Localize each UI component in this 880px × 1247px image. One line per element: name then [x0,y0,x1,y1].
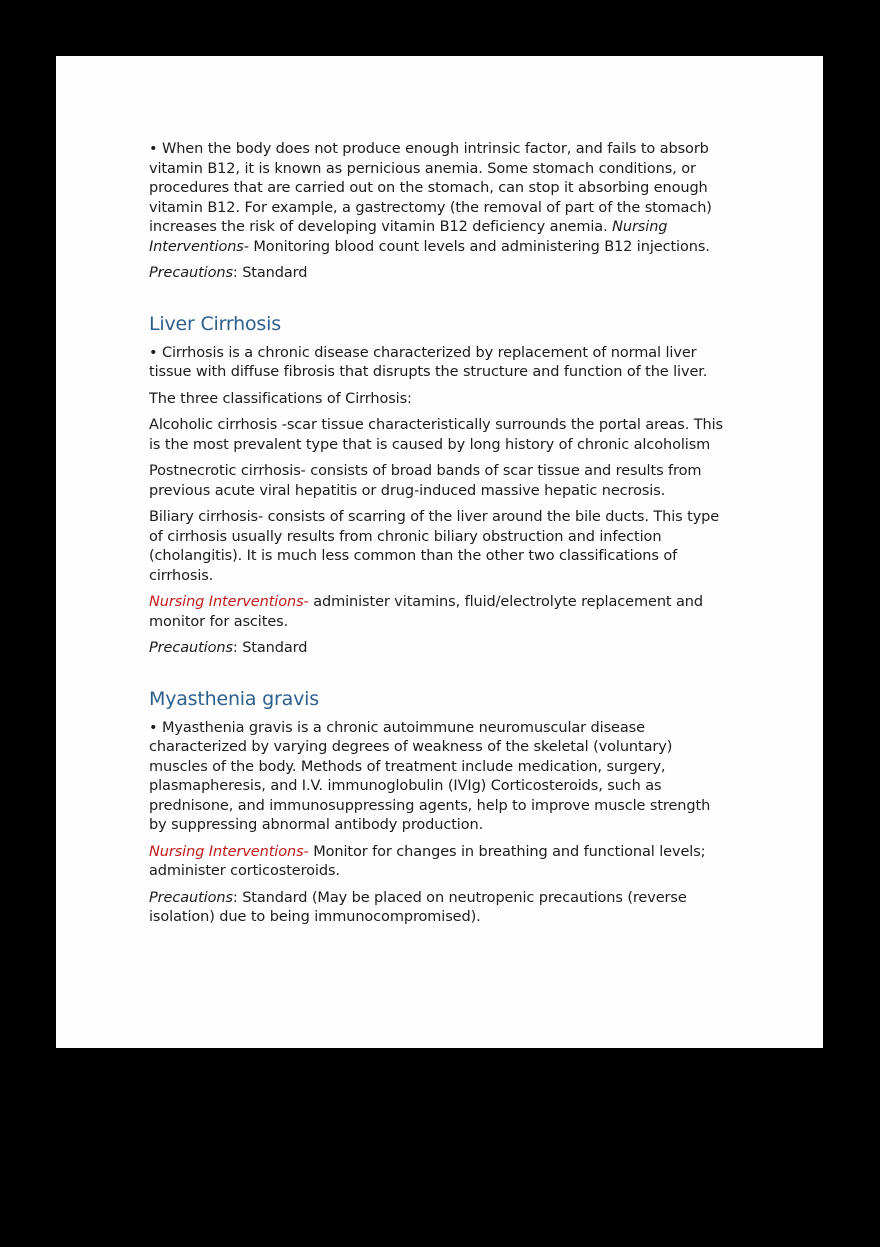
paragraph [149,416,731,455]
paragraph [149,140,731,257]
text-run: • Myasthenia gravis is a chronic autoimmune neuromuscular disease characterized by varying degrees of weakness of the skeletal (voluntary) muscles of the body. Methods of treatment include medication, surgery, plasmapheresis, and I.V. immunoglobulin (IVIg) Corticosteroids, such as prednisone, and immunosuppressing agents, help to improve muscle strength by suppressing abnormal antibody production. [149,719,711,833]
paragraph [149,508,731,586]
paragraph [149,719,731,836]
paragraph [149,843,731,882]
document-page [56,56,823,1048]
text-run: Postnecrotic cirrhosis- consists of broad bands of scar tissue and results from previous acute viral hepatitis or drug-induced massive hepatic necrosis. [149,463,702,499]
text-run: Monitor for changes in breathing and functional levels; administer corticosteroids. [149,843,706,879]
text-run: : Standard [232,265,308,281]
paragraph [149,889,731,928]
paragraph [149,593,731,632]
section-heading: Myasthenia gravis [149,687,319,710]
text-run: • Cirrhosis is a chronic disease characterized by replacement of normal liver tissue with diffuse fibrosis that disrupts the structure and function of the liver. [149,344,708,380]
text-run: Alcoholic cirrhosis -scar tissue characteristically surrounds the portal areas. This is the most prevalent type that is caused by long history of chronic alcoholism [149,417,724,453]
nursing-interventions-label: Nursing Interventions- [149,594,309,610]
paragraph [149,344,731,383]
text-run: Monitoring blood count levels and administering B12 injections. [248,238,710,255]
text-run: Precautions [149,640,233,656]
text-run: Nursing Interventions- [149,219,668,255]
document-content [56,56,823,928]
paragraph [149,639,731,659]
text-run: The three classifications of Cirrhosis: [149,390,412,407]
text-run: : Standard (May be placed on neutropenic precautions (reverse isolation) due to being immunocompromised). [149,889,687,925]
paragraph [149,390,731,410]
section-heading: Liver Cirrhosis [149,312,281,335]
text-run: • When the body does not produce enough intrinsic factor, and fails to absorb vitamin B12, it is known as pernicious anemia. Some stomach conditions, or procedures that are carried out on the stomach, can stop it absorbing enough vitamin B12. For example, a gastrectomy (the removal of part of the stomach) increases the risk of developing vitamin B12 deficiency anemia. [149,141,712,235]
paragraph [149,264,731,284]
paragraph [149,462,731,501]
text-run: Precautions [149,265,233,281]
nursing-interventions-label: Nursing Interventions- [149,843,309,860]
text-run: administer vitamins, fluid/electrolyte replacement and monitor for ascites. [149,594,703,630]
text-run: Precautions [149,889,233,906]
text-run: Biliary cirrhosis- consists of scarring of the liver around the bile ducts. This type of cirrhosis usually results from chronic biliary obstruction and infection (cholangitis). It is much less common than the other two classifications of cirrhosis. [149,509,720,584]
text-run: : Standard [232,640,308,656]
